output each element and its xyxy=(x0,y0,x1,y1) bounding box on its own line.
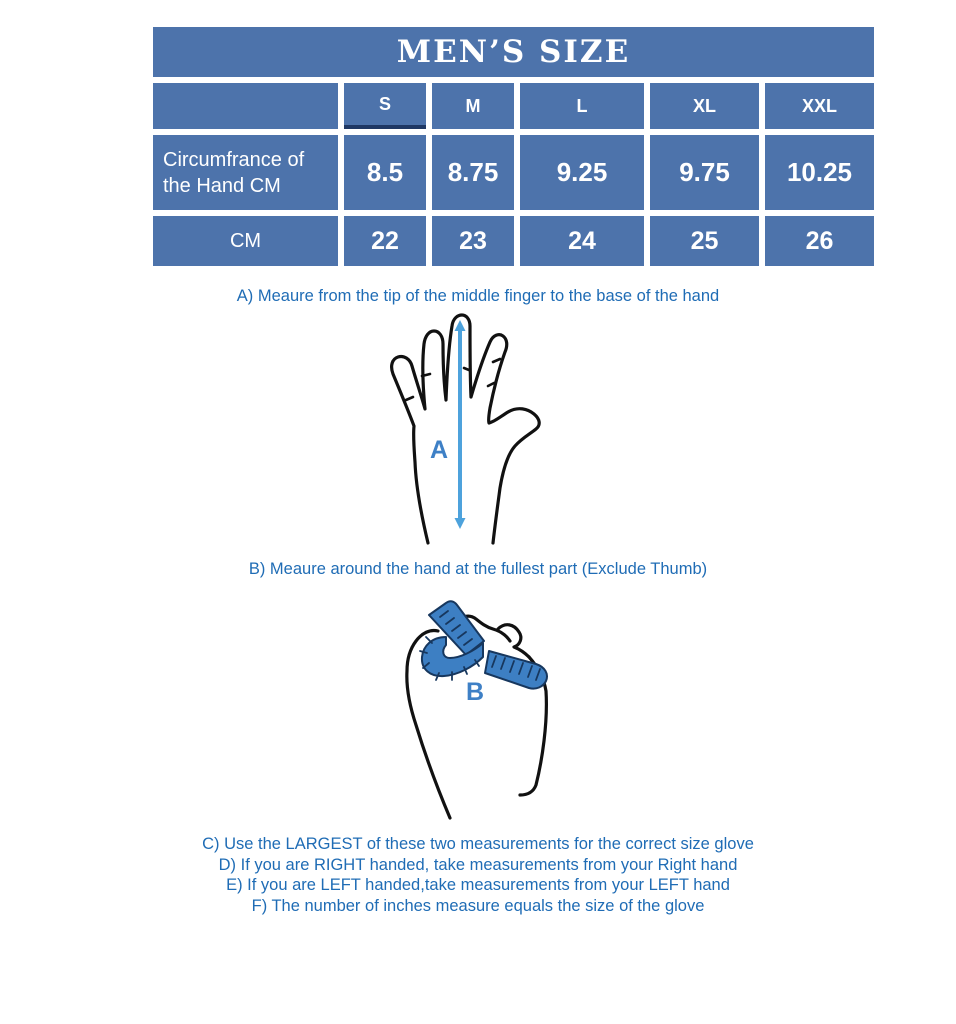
circumference-value-xl: 9.75 xyxy=(650,135,759,210)
hand-outline xyxy=(392,315,540,543)
circumference-value-l: 9.25 xyxy=(520,135,644,210)
instruction-a: A) Meaure from the tip of the middle finger to the base of the hand xyxy=(236,287,720,305)
cm-value-xl: 25 xyxy=(650,216,759,266)
table-title: MEN’S SIZE xyxy=(153,27,874,77)
col-header-xl: XL xyxy=(650,83,759,129)
instruction-c: C) Use the LARGEST of these two measurements for the correct size glove xyxy=(202,835,754,853)
cm-value-s: 22 xyxy=(344,216,426,266)
cm-value-l: 24 xyxy=(520,216,644,266)
col-header-m: M xyxy=(432,83,514,129)
fist-diagram-letter: B xyxy=(465,678,485,706)
measuring-tape xyxy=(420,601,547,688)
col-header-s: S xyxy=(344,83,426,129)
cm-value-xxl: 26 xyxy=(765,216,874,266)
instruction-b: B) Meaure around the hand at the fullest part (Exclude Thumb) xyxy=(248,560,708,578)
open-hand-measurement-diagram xyxy=(372,310,572,547)
instruction-notes xyxy=(0,834,956,916)
circumference-value-s: 8.5 xyxy=(344,135,426,210)
circumference-value-m: 8.75 xyxy=(432,135,514,210)
instruction-f: F) The number of inches measure equals the size of the glove xyxy=(251,896,705,915)
col-header-xxl: XXL xyxy=(765,83,874,129)
row-label-cm: CM xyxy=(153,216,338,266)
circumference-value-xxl: 10.25 xyxy=(765,135,874,210)
instruction-e: E) If you are LEFT handed,take measurements from your LEFT hand xyxy=(226,876,730,894)
size-table xyxy=(153,27,874,266)
table-corner-cell xyxy=(153,83,338,129)
fist-measurement-diagram xyxy=(398,593,578,821)
instruction-d: D) If you are RIGHT handed, take measurements from your Right hand xyxy=(218,855,738,874)
row-label-circumference: Circumfrance of the Hand CM xyxy=(153,135,338,210)
hand-diagram-letter: A xyxy=(429,436,449,464)
cm-value-m: 23 xyxy=(432,216,514,266)
col-header-l: L xyxy=(520,83,644,129)
